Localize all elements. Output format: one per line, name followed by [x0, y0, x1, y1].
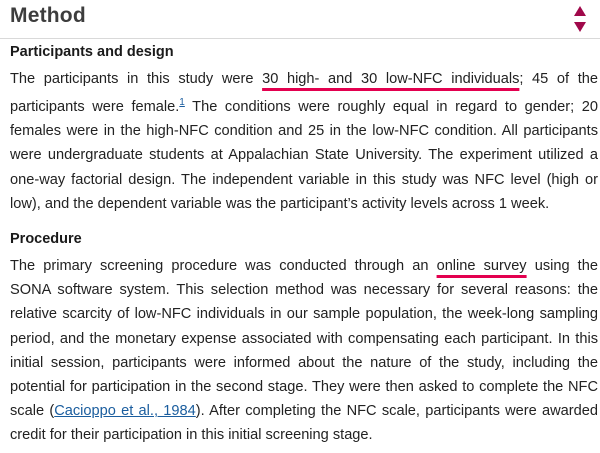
- section-header: [0, 0, 600, 39]
- citation-link[interactable]: Cacioppo et al., 1984: [54, 403, 196, 420]
- participants-text-mid: ; 45 of the participants were female.: [10, 71, 598, 116]
- procedure-text-start: The primary screening procedure was conducted through an: [10, 258, 437, 274]
- procedure-paragraph: [10, 254, 598, 448]
- participants-paragraph: [10, 67, 598, 216]
- next-section-icon[interactable]: [574, 22, 586, 32]
- footnote-link[interactable]: 1: [179, 97, 185, 109]
- procedure-highlight: online survey: [436, 258, 527, 274]
- participants-highlight: 30 high- and 30 low-NFC individuals: [262, 71, 520, 87]
- previous-section-icon[interactable]: [574, 6, 586, 16]
- participants-heading: Participants and design: [10, 44, 174, 60]
- procedure-heading: Procedure: [10, 231, 82, 247]
- participants-text-end: The conditions were roughly equal in regard to gender; 20 females were in the high-NFC condition and 25 in the low-NFC condition. All participants were undergraduate students at Appalachian State University. The experiment utilized a one-way factorial design. The independent variable in this study was NFC level (high or low), and the dependent variable was the participant’s activity levels across 1 week.: [10, 99, 598, 212]
- participants-text-start: The participants in this study were: [10, 71, 263, 87]
- procedure-text-end: ). After completing the NFC scale, participants were awarded credit for their participation in this initial screening stage.: [10, 403, 599, 444]
- section-nav: [574, 4, 588, 36]
- section-title: Method: [10, 4, 86, 27]
- procedure-text-mid: using the SONA software system. This selection method was necessary for several reasons: the relative scarcity of low-NFC individuals in our sample population, the week-long sampling period, and the monetary expense associated with compensating each participant. In this initial session, participants were informed about the nature of the study, including the potential for participation in the second stage. They were then asked to complete the NFC scale (: [10, 258, 598, 420]
